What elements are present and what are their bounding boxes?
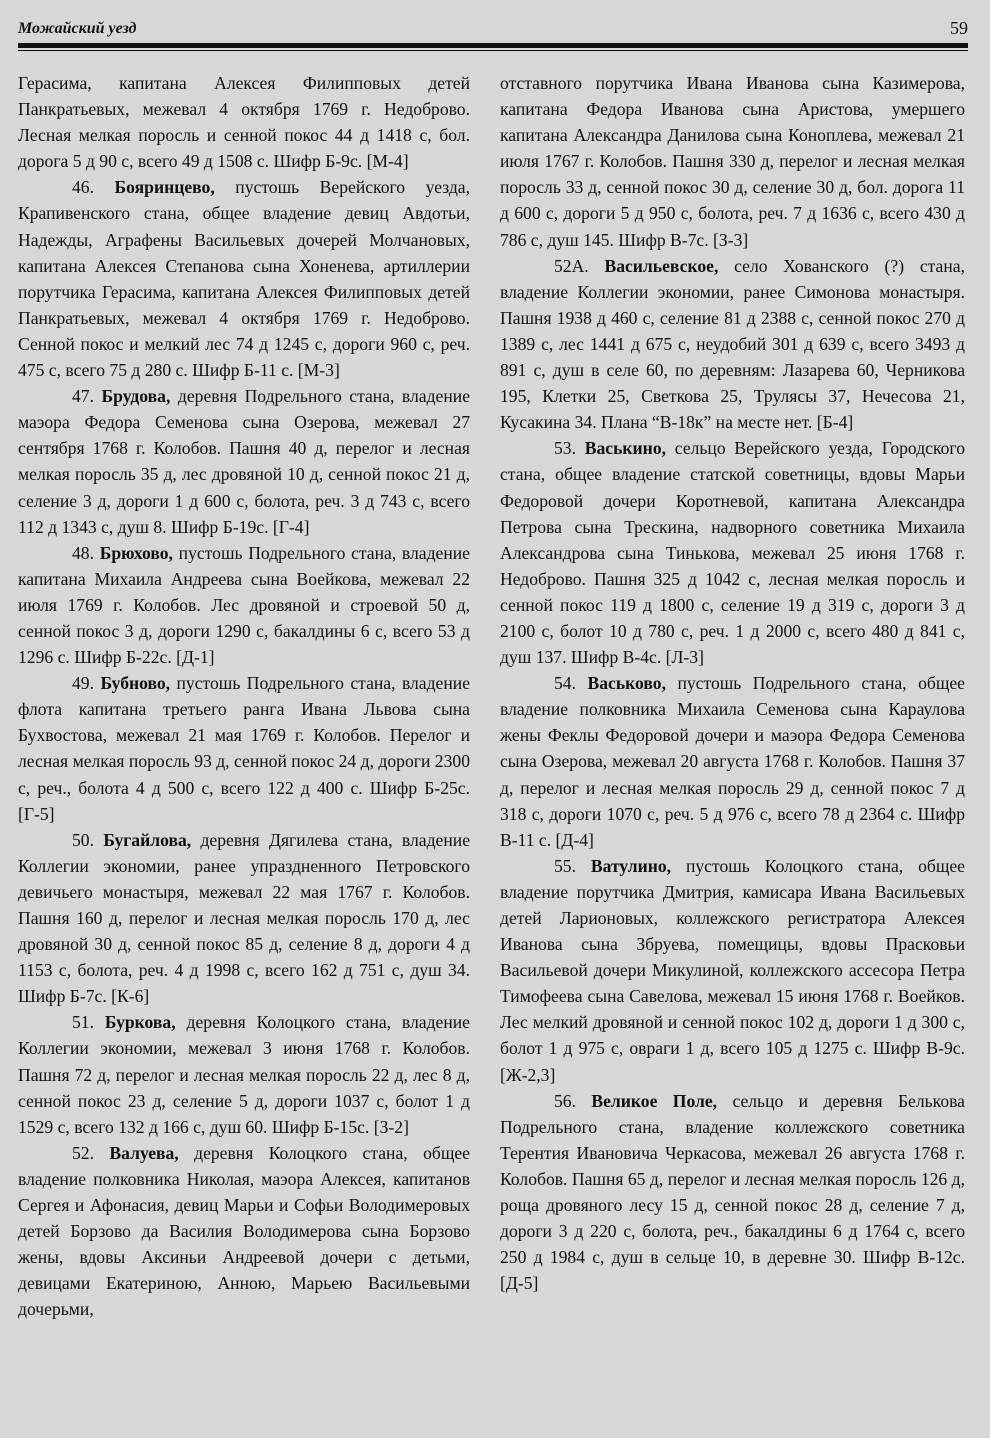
entry-number: 55.	[554, 855, 591, 876]
entry-name: Васькино,	[584, 438, 667, 459]
entry-paragraph	[500, 1088, 965, 1297]
entry-number: 54.	[554, 673, 588, 694]
left-entries	[18, 174, 470, 1322]
entry-text: сельцо Верейского уезда, Городского стана, общее владение статской советницы, вдовы Марьи Федоровой дочери Коротневой, капитана Александра Петрова сына Трескина, надворного советника Михаила Александрова сына Тинькова, межевал 25 июня 1768 г. Недоброво. Пашня 325 д 1042 с, лесная мелкая поросль и сенной покос 119 д 1800 с, селение 19 д 319 с, дороги 3 д 2100 с, болот 10 д 780 с, реч. 1 д 2000 с, всего 480 д 841 с, душ 137. Шифр В-4с. [Л-3]	[500, 438, 966, 668]
entry-text: деревня Подрельного стана, владение маэора Федора Семенова сына Озерова, межевал 27 сентября 1768 г. Колобов. Пашня 40 д, перелог и лесная мелкая поросль 35 д, лес дровяной 10 д, сенной покос 21 д, селение 3 д, дороги 1 д 600 с, болота, реч. 3 д 743 с, всего 112 д 1343 с, душ 8. Шифр Б-19с. [Г-4]	[18, 386, 470, 537]
entry-text: деревня Колоцкого стана, владение Коллегии экономии, межевал 3 июня 1768 г. Колобов. Пашня 72 д, перелог и лесная мелкая поросль 22 д, лес 8 д, сенной покос 23 д, селение 5 д, дороги 1037 с, болот 1 д 1529 с, всего 132 д 166 с, душ 60. Шифр Б-15с. [З-2]	[18, 1012, 470, 1137]
entry-paragraph	[18, 1140, 470, 1323]
entry-paragraph	[18, 827, 470, 1010]
entry-text: пустошь Колоцкого стана, общее владение порутчика Дмитрия, камисара Ивана Васильевых детей Ларионовых, коллежского регистратора Алексея Иванова сына Збруева, помещицы, вдовы Прасковьи Васильевой дочери Микулиной, коллежского ассесора Петра Тимофеева сына Савелова, межевал 15 июня 1768 г. Воейков. Лес мелкий дровяной и сенной покос 102 д, дороги 1 д 300 с, болот 1 д 975 с, овраги 1 д, всего 105 д 1275 с. Шифр В-9с. [Ж-2,3]	[500, 855, 965, 1085]
entry-number: 47.	[72, 386, 102, 407]
page-number: 59	[950, 18, 968, 38]
right-entries	[500, 253, 965, 1297]
entry-number: 52.	[72, 1142, 110, 1163]
entry-paragraph	[500, 853, 965, 1088]
right-column	[500, 70, 965, 1296]
entry-name: Буркова,	[104, 1012, 176, 1033]
entry-number: 51.	[72, 1012, 105, 1033]
entry-name: Брюхово,	[99, 542, 173, 563]
entry-paragraph	[500, 253, 965, 436]
entry-name: Васильевское,	[604, 255, 719, 276]
entry-number: 56.	[554, 1090, 592, 1111]
entry-number: 53.	[554, 438, 585, 459]
entry-text: село Хованского (?) стана, владение Коллегии экономии, ранее Симонова монастыря. Пашня 1938 д 460 с, селение 81 д 2388 с, сенной покос 270 д 1389 с, лес 1441 д 675 с, неудобий 301 д 639 с, всего 3493 д 891 с, душ в селе 60, по деревням: Лазарева 60, Черникова 195, Клетки 25, Светкова 25, Трулясы 37, Нечесова 21, Кусакина 34. Плана “В-18к” на месте нет. [Б-4]	[500, 255, 965, 433]
header-rule-thin	[18, 50, 968, 51]
entry-text: деревня Колоцкого стана, общее владение полковника Николая, маэора Алексея, капитанов Сергея и Афонасия, девиц Марьи и Софьи Володимеровых детей Борзово да Василия Володимерова сына Борзово жены, вдовы Аксиньи Андреевой дочери с детьми, девицами Екатериною, Анною, Марьею Васильевыми дочерьми,	[18, 1142, 470, 1320]
entry-name: Брудова,	[101, 386, 171, 407]
entry-paragraph	[18, 1009, 470, 1139]
entry-number: 50.	[72, 829, 104, 850]
entry-paragraph	[18, 383, 470, 540]
entry-paragraph	[18, 174, 470, 383]
entry-number: 49.	[72, 673, 101, 694]
entry-name: Васьково,	[587, 673, 666, 694]
entry-name: Бугайлова,	[103, 829, 192, 850]
running-title: Можайский уезд	[18, 20, 137, 37]
entry-paragraph	[500, 435, 965, 670]
entry-name: Бубново,	[100, 673, 171, 694]
entry-paragraph	[18, 540, 470, 670]
continuation-paragraph: Герасима, капитана Алексея Филипповых детей Панкратьевых, межевал 4 октября 1769 г. Недоброво. Лесная мелкая поросль и сенной покос 44 д 1418 с, бол. дорога 5 д 90 с, всего 49 д 1508 с. Шифр Б-9с. [М-4]	[18, 73, 470, 172]
left-column	[18, 70, 470, 1323]
entry-text: деревня Дягилева стана, владение Коллегии экономии, ранее упраздненного Петровского девичьего монастыря, межевал 22 мая 1767 г. Колобов. Пашня 160 д, перелог и лесная мелкая поросль 170 д, лес дровяной 30 д, сенной покос 85 д, селение 8 д, дороги 4 д 1153 с, болота, реч. 4 д 1998 с, всего 162 д 751 с, душ 34. Шифр Б-7с. [К-6]	[18, 829, 471, 1007]
entry-name: Ватулино,	[590, 855, 672, 876]
entry-number: 46.	[72, 177, 115, 198]
running-header	[18, 18, 968, 42]
entry-text: сельцо и деревня Белькова Подрельного стана, владение коллежского советника Терентия Ивановича Черкасова, межевал 26 августа 1768 г. Колобов. Пашня 65 д, перелог и лесная мелкая поросль 126 д, роща дровяного лесу 15 д, сенной покос 28 д, селение 7 д, дороги 3 д 220 с, болота, реч., бакалдины 6 д 1764 с, всего 250 д 1984 с, душ в сельце 10, в деревне 30. Шифр В-12с. [Д-5]	[500, 1090, 965, 1294]
entry-paragraph	[18, 670, 470, 827]
entry-name: Великое Поле,	[591, 1090, 718, 1111]
entry-text: пустошь Подрельного стана, владение флота капитана третьего ранга Ивана Львова сына Бухвостова, межевал 21 мая 1769 г. Колобов. Перелог и лесная мелкая поросль 93 д, сенной покос 24 д, дороги 2300 с, реч., болота 4 д 500 с, всего 122 д 400 с. Шифр Б-25с. [Г-5]	[18, 673, 471, 824]
continuation-paragraph: отставного порутчика Ивана Иванова сына Казимерова, капитана Федора Иванова сына Аристова, умершего капитана Александра Данилова сына Коноплева, межевал 21 июля 1767 г. Колобов. Пашня 330 д, перелог и лесная мелкая поросль 33 д, сенной покос 30 д, селение 30 д, бол. дорога 11 д 600 с, дороги 5 д 950 с, болота, реч. 7 д 1636 с, всего 430 д 786 с, душ 145. Шифр В-7с. [З-3]	[500, 73, 965, 250]
entry-name: Бояринцево,	[114, 177, 215, 198]
header-rule-thick	[18, 43, 968, 48]
entry-name: Валуева,	[109, 1142, 179, 1163]
entry-paragraph	[500, 670, 965, 853]
entry-text: пустошь Подрельного стана, владение капитана Михаила Андреева сына Воейкова, межевал 22 июля 1769 г. Колобов. Лес дровяной и строевой 50 д, сенной покос 3 д, дороги 1290 с, бакалдины 6 с, всего 53 д 1296 с. Шифр Б-22с. [Д-1]	[18, 542, 470, 668]
entry-text: пустошь Подрельного стана, общее владение полковника Михаила Семенова сына Караулова жены Феклы Федоровой дочери и маэора Федора Семенова сына Озерова, межевал 20 августа 1768 г. Колобов. Пашня 37 д, перелог и лесная мелкая поросль 29 д, сенной покос 7 д 318 с, дороги 1070 с, реч. 5 д 976 с, всего 78 д 2364 с. Шифр В-11 с. [Д-4]	[500, 673, 965, 850]
entry-text: пустошь Верейского уезда, Крапивенского стана, общее владение девиц Авдотьи, Надежды, Аграфены Васильевых дочерей Молчановых, капитана Алексея Степанова сына Хоненева, артиллерии порутчика Герасима, капитана Алексея Филипповых детей Панкратьевых, межевал 4 октября 1769 г. Недоброво. Сенной покос и мелкий лес 74 д 1245 с, дороги 960 с, реч. 475 с, всего 75 д 280 с. Шифр Б-11 с. [М-3]	[18, 177, 471, 381]
entry-number: 52А.	[554, 255, 605, 276]
entry-number: 48.	[72, 542, 100, 563]
